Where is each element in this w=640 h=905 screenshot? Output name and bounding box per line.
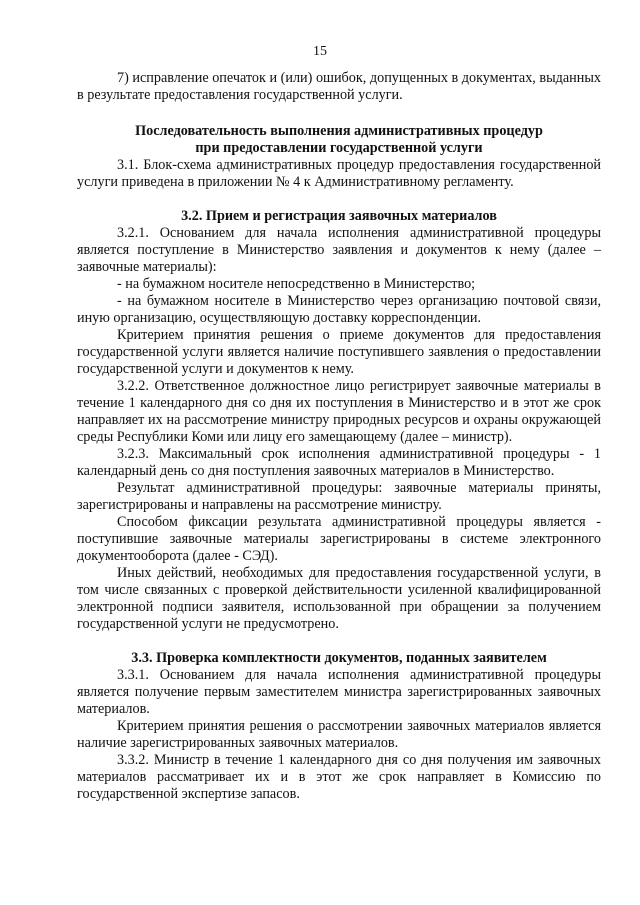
paragraph-3-2-1: 3.2.1. Основанием для начала исполнения административной процедуры является поступление в Министерство заявления и документов к нему (далее – заявочные материалы):: [77, 225, 601, 275]
section-3-2-heading: 3.2. Прием и регистрация заявочных материалов: [181, 208, 497, 224]
paragraph-bullet-paper-post: - на бумажном носителе в Министерство через организацию почтовой связи, иную организацию, осуществляющую доставку корреспонденции.: [77, 293, 601, 326]
paragraph-fixation-method: Способом фиксации результата административной процедуры является - поступившие заявочные материалы зарегистрированы в системе электронного документооборота (далее - СЭД).: [77, 514, 601, 564]
page-number: 15: [313, 44, 327, 59]
section-3-heading-line2: при предоставлении государственной услуги: [195, 140, 483, 156]
paragraph-item-7: 7) исправление опечаток и (или) ошибок, допущенных в документах, выданных в результате предоставления государственной услуги.: [77, 70, 601, 103]
paragraph-3-2-2: 3.2.2. Ответственное должностное лицо регистрирует заявочные материалы в течение 1 календарного дня со дня их поступления в Министерство и в этот же срок направляет их на рассмотрение министру природных ресурсов и охраны окружающей среды Республики Коми или лицу его замещающему (далее – министр).: [77, 378, 601, 445]
section-3-heading-line1: Последовательность выполнения административных процедур: [135, 123, 543, 139]
document-body: [77, 70, 601, 803]
paragraph-result: Результат административной процедуры: заявочные материалы приняты, зарегистрированы и направлены на рассмотрение министру.: [77, 480, 601, 513]
paragraph-3-3-1: 3.3.1. Основанием для начала исполнения административной процедуры является получение первым заместителем министра зарегистрированных заявочных материалов.: [77, 667, 601, 717]
paragraph-3-3-2: 3.3.2. Министр в течение 1 календарного дня со дня получения им заявочных материалов рассматривает их и в этот же срок направляет в Комиссию по государственной экспертизе запасов.: [77, 752, 601, 802]
paragraph-bullet-paper-direct: - на бумажном носителе непосредственно в Министерство;: [117, 276, 476, 292]
paragraph-criterion-review: Критерием принятия решения о рассмотрении заявочных материалов является наличие зарегистрированных заявочных материалов.: [77, 718, 601, 751]
paragraph-criterion-acceptance: Критерием принятия решения о приеме документов для предоставления государственной услуги является наличие поступившего заявления о предоставлении государственной услуги и документов к нему.: [77, 327, 601, 377]
paragraph-3-2-3: 3.2.3. Максимальный срок исполнения административной процедуры - 1 календарный день со дня поступления заявочных материалов в Министерство.: [77, 446, 601, 479]
paragraph-3-1: 3.1. Блок-схема административных процедур предоставления государственной услуги приведена в приложении № 4 к Административному регламенту.: [77, 157, 601, 190]
paragraph-other-actions: Иных действий, необходимых для предоставления государственной услуги, в том числе связанных с проверкой действительности усиленной квалифицированной электронной подписи заявителя, использованной при обращении за получением государственной услуги не предусмотрено.: [77, 565, 601, 632]
section-3-3-heading: 3.3. Проверка комплектности документов, поданных заявителем: [131, 650, 547, 666]
